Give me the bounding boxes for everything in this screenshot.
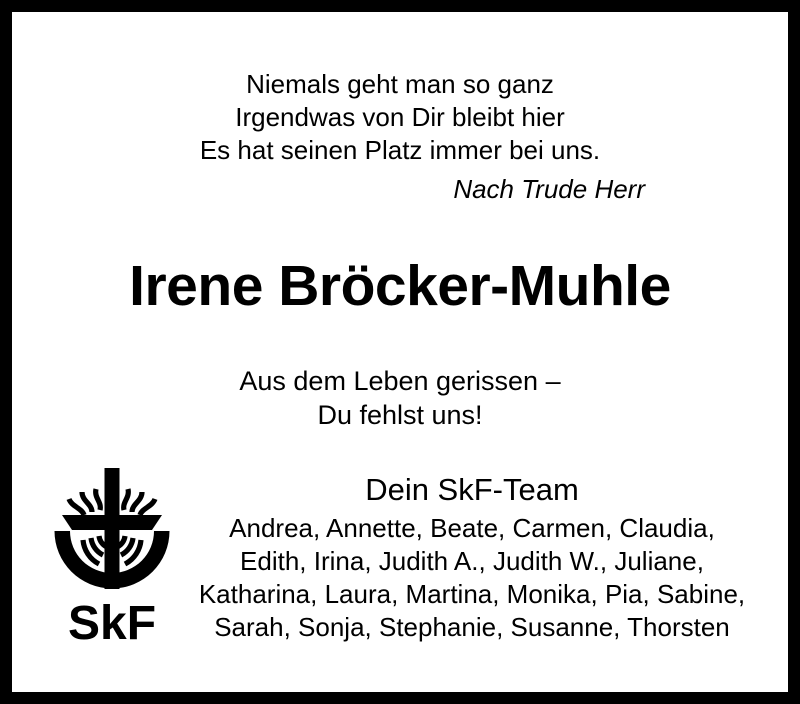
skf-logo-label: SkF [67,597,157,650]
team-names-line: Edith, Irina, Judith A., Judith W., Juliane, [240,546,704,576]
poem-line: Niemals geht man so ganz [246,69,554,99]
poem-attribution: Nach Trude Herr [453,174,645,204]
notice-content [12,12,788,692]
team-names-line: Katharina, Laura, Martina, Monika, Pia, Sabine, [198,579,746,609]
team-names-line: Andrea, Annette, Beate, Carmen, Claudia, [229,513,715,543]
signature-block [162,472,782,644]
poem-line: Irgendwas von Dir bleibt hier [235,102,565,132]
farewell-line: Aus dem Leben gerissen – [239,366,561,396]
team-names [162,512,782,644]
poem-line: Es hat seinen Platz immer bei uns. [199,135,601,165]
deceased-name: Irene Bröcker-Muhle [129,254,671,318]
team-names-line: Sarah, Sonja, Stephanie, Susanne, Thorsten [214,612,730,642]
team-heading: Dein SkF-Team [365,472,579,507]
memorial-poem [12,68,788,167]
skf-logo [52,468,172,648]
farewell-text [12,364,788,432]
skf-flame-cross-icon [53,468,171,592]
farewell-line: Du fehlst uns! [317,400,483,430]
